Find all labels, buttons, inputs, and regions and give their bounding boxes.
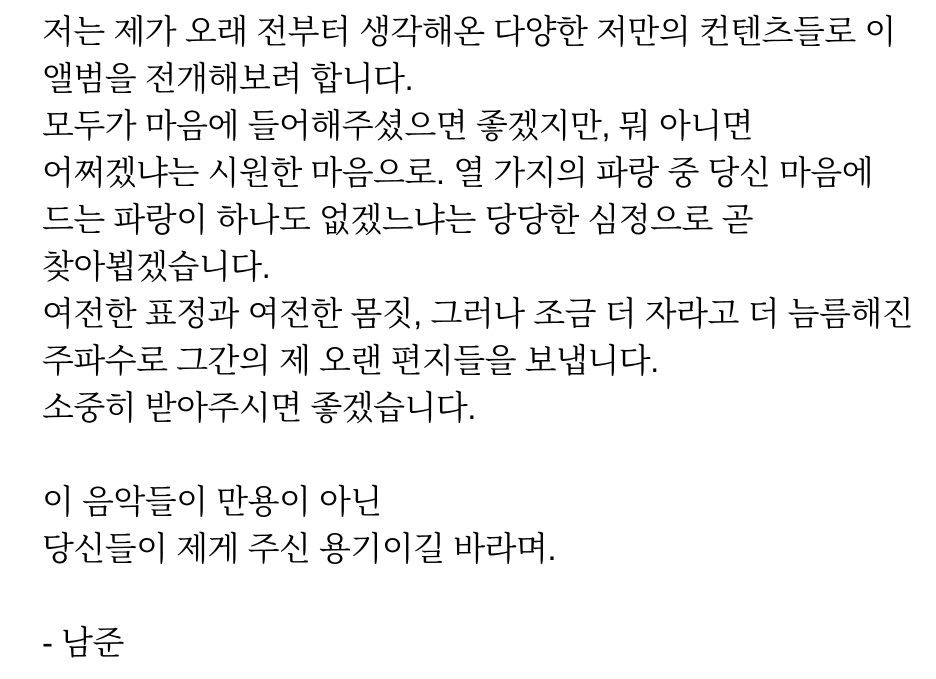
letter-line-3: 모두가 마음에 들어해주셨으면 좋겠지만, 뭐 아니면: [42, 107, 753, 144]
letter-line-7: 여전한 표정과 여전한 몸짓, 그러나 조금 더 자라고 더 늠름해진: [42, 295, 914, 332]
letter-signature: - 남준: [42, 624, 124, 661]
letter-line-4: 어쩌겠냐는 시원한 마음으로. 열 가지의 파랑 중 당신 마음에: [42, 154, 874, 191]
letter-blank-line-2: [42, 572, 906, 619]
letter-line-2: 앨범을 전개해보려 합니다.: [42, 60, 414, 97]
letter-line-6: 찾아뵙겠습니다.: [42, 248, 271, 285]
letter-line-8: 주파수로 그간의 제 오랜 편지들을 보냅니다.: [42, 342, 659, 379]
letter-line-11: 당신들이 제게 주신 용기이길 바라며.: [42, 530, 557, 567]
letter-blank-line-1: [42, 431, 906, 478]
letter-line-5: 드는 파랑이 하나도 없겠느냐는 당당한 심정으로 곧: [42, 201, 753, 238]
letter-line-10: 이 음악들이 만용이 아닌: [42, 483, 382, 520]
letter-line-1: 저는 제가 오래 전부터 생각해온 다양한 저만의 컨텐츠들로 이: [42, 13, 896, 50]
letter-line-9: 소중히 받아주시면 좋겠습니다.: [42, 389, 476, 426]
